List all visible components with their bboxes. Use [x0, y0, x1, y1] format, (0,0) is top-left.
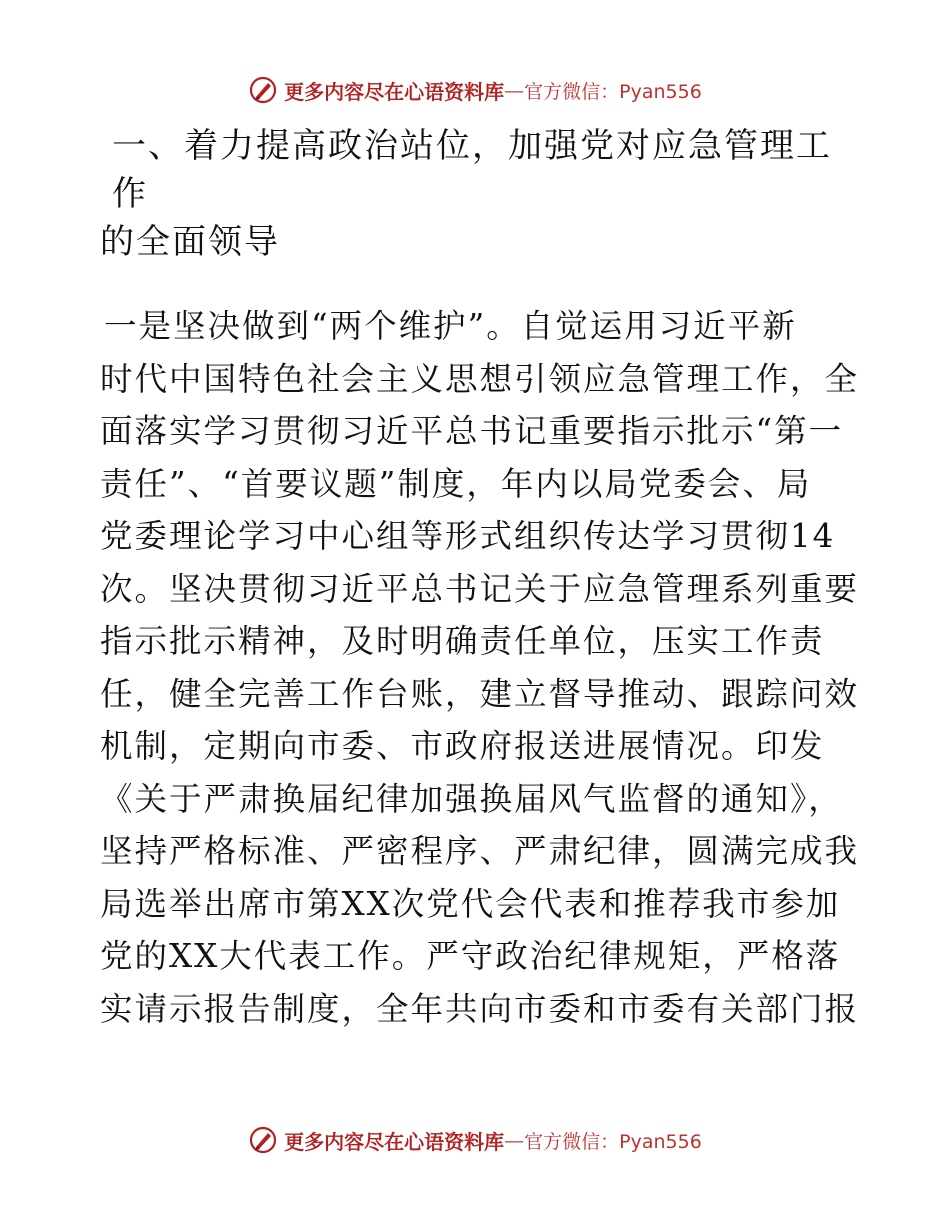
heading-line: 的全面领导: [100, 222, 280, 262]
heading-line: 一、着力提高政治站位，加强党对应急管理工作: [112, 126, 832, 214]
paragraph-line: 机制，定期向市委、市政府报送进展情况。印发: [100, 727, 825, 765]
quill-pen-logo-icon: [248, 75, 278, 105]
document-body: [100, 122, 860, 1035]
paragraph-line: 《关于严肃换届纪律加强换届风气监督的通知》，: [100, 779, 843, 818]
paragraph-line: 实请示报告制度，全年共向市委和市委有关部门报: [100, 989, 860, 1028]
section-heading: [100, 122, 850, 266]
paragraph-line: 一是坚决做到“两个维护”。自觉运用习近平新: [104, 307, 797, 345]
paragraph-line: 任，健全完善工作台账，建立督导推动、跟踪问效: [100, 674, 860, 713]
paragraph-line: 党的XX大代表工作。严守政治纪律规矩，严格落: [100, 937, 841, 975]
paragraph-line: 时代中国特色社会主义思想引领应急管理工作，全: [100, 359, 860, 398]
paragraph-line: 党委理论学习中心组等形式组织传达学习贯彻14: [100, 517, 836, 555]
paragraph-line: 责任”、“首要议题”制度，年内以局党委会、局: [100, 464, 812, 503]
banner-title: 更多内容尽在心语资料库: [284, 1129, 505, 1154]
banner-wechat: 官方微信：Pyan556: [524, 1130, 702, 1153]
bottom-watermark-banner: [0, 1122, 950, 1158]
paragraph-line: 面落实学习贯彻习近平总书记重要指示批示“第一: [100, 412, 844, 450]
body-paragraph: [100, 300, 860, 1035]
paragraph-line: 坚持严格标准、严密程序、严肃纪律，圆满完成我: [100, 832, 860, 870]
paragraph-line: 局选举出席市第XX次党代会代表和推荐我市参加: [100, 884, 841, 923]
quill-pen-logo-icon: [248, 1125, 278, 1155]
banner-separator: —: [504, 78, 525, 102]
banner-wechat: 官方微信：Pyan556: [524, 80, 702, 103]
banner-title: 更多内容尽在心语资料库: [284, 79, 505, 104]
banner-separator: —: [504, 1128, 525, 1152]
top-watermark-banner: [0, 72, 950, 108]
paragraph-line: 指示批示精神，及时明确责任单位，压实工作责: [100, 622, 825, 660]
paragraph-line: 次。坚决贯彻习近平总书记关于应急管理系列重要: [100, 569, 860, 608]
